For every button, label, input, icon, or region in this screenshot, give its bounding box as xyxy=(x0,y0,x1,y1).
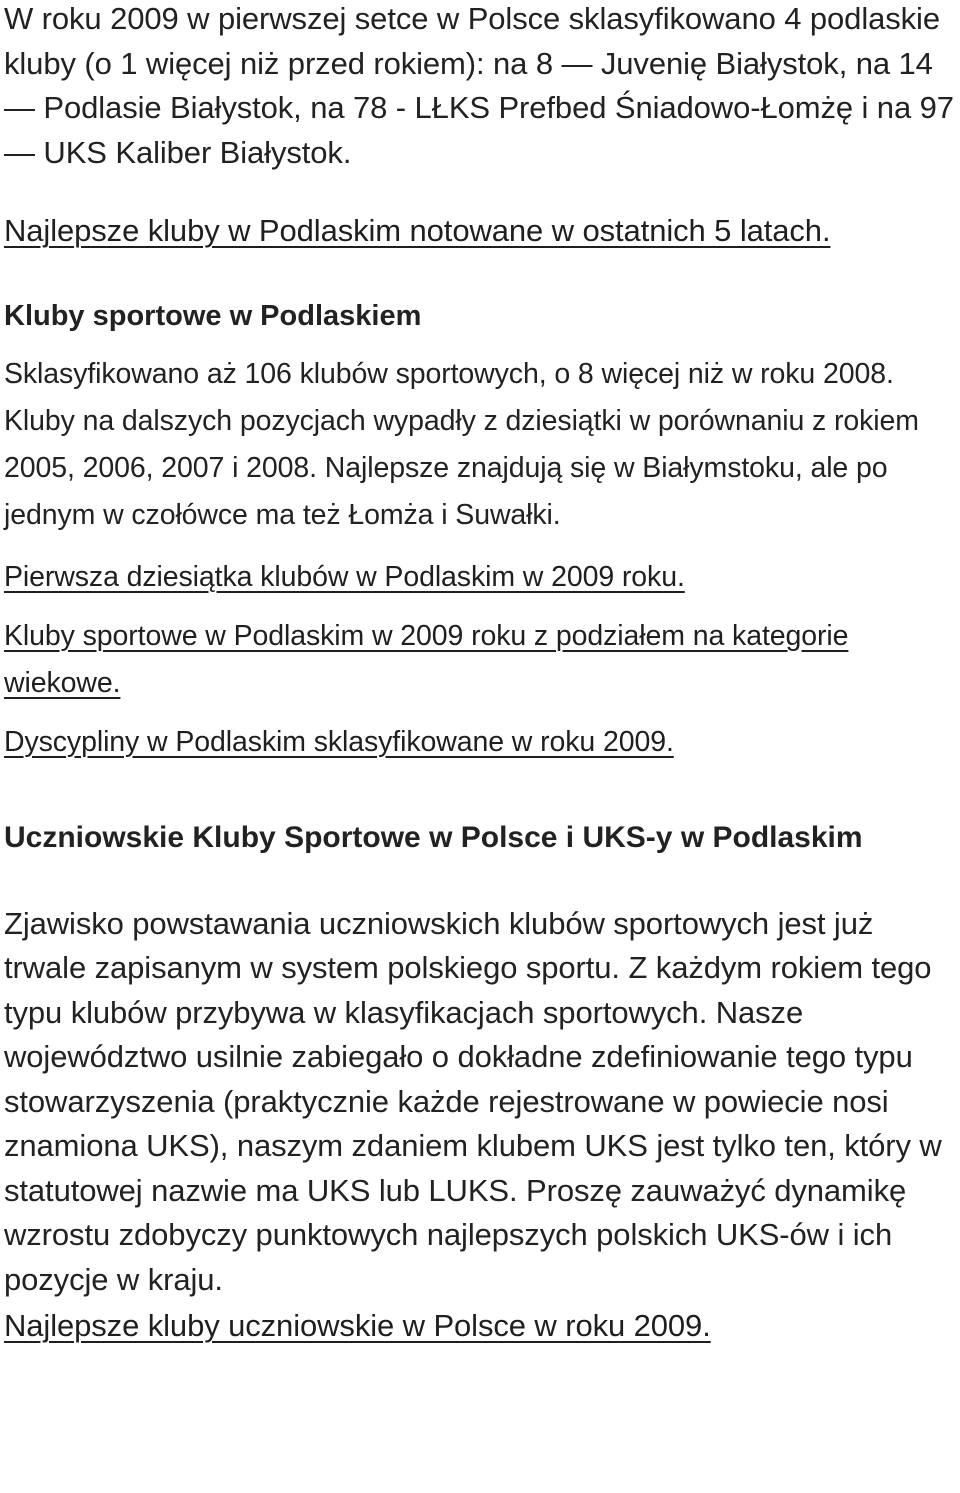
intro-paragraph: W roku 2009 w pierwszej setce w Polsce sklasyfikowano 4 podlaskie kluby (o 1 więcej niż przed rokiem): na 8 — Juvenię Białystok, na 14 — Podlasie Białystok, na 78 - LŁKS Prefbed Śniadowo-Łomżę i na 97 — UKS Kaliber Białystok. xyxy=(4,1,954,170)
heading-sport-clubs: Kluby sportowe w Podlaskiem xyxy=(4,299,422,332)
link-clubs-by-age-category[interactable]: Kluby sportowe w Podlaskim w 2009 roku z podziałem na kategorie wiekowe. xyxy=(4,619,849,699)
link-best-clubs-5-years[interactable]: Najlepsze kluby w Podlaskim notowane w ostatnich 5 latach. xyxy=(4,213,831,248)
link-disciplines-2009[interactable]: Dyscypliny w Podlaskim sklasyfikowane w roku 2009. xyxy=(4,725,674,758)
sport-clubs-paragraph: Sklasyfikowano aż 106 klubów sportowych, o 8 więcej niż w roku 2008. Kluby na dalszych pozycjach wypadły z dziesiątki w porównaniu z rokiem 2005, 2006, 2007 i 2008. Najlepsze znajdują się w Białymstoku, ale po jednym w czołówce ma też Łomża i Suwałki. xyxy=(4,357,919,531)
document-page xyxy=(4,0,956,1349)
link-best-uks-2009[interactable]: Najlepsze kluby uczniowskie w Polsce w roku 2009. xyxy=(4,1308,711,1343)
link-top-ten-clubs-2009[interactable]: Pierwsza dziesiątka klubów w Podlaskim w 2009 roku. xyxy=(4,560,685,593)
sport-clubs-links xyxy=(4,554,956,766)
heading-uks: Uczniowskie Kluby Sportowe w Polsce i UKS-y w Podlaskim xyxy=(4,820,863,854)
uks-paragraph: Zjawisko powstawania uczniowskich klubów sportowych jest już trwale zapisanym w system polskiego sportu. Z każdym rokiem tego typu klubów przybywa w klasyfikacjach sportowych. Nasze województwo usilnie zabiegało o dokładne zdefiniowanie tego typu stowarzyszenia (praktycznie każde rejestrowane w powiecie nosi znamiona UKS), naszym zdaniem klubem UKS jest tylko ten, który w statutowej nazwie ma UKS lub LUKS. Proszę zauważyć dynamikę wzrostu zdobyczy punktowych najlepszych polskich UKS-ów i ich pozycje w kraju. xyxy=(4,905,942,1297)
